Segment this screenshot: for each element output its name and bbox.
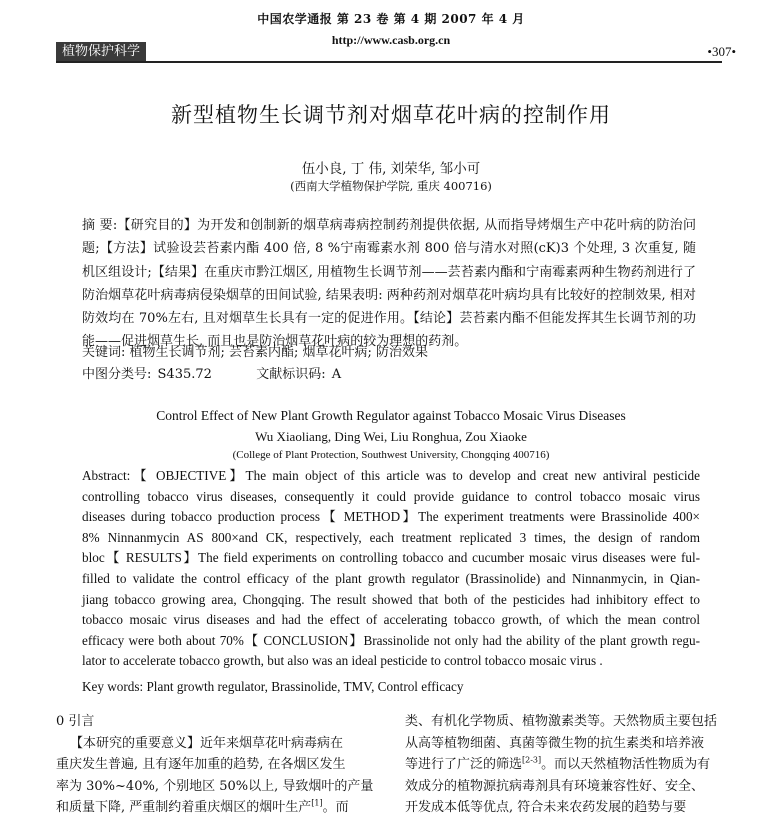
page-number: •307• — [707, 44, 736, 59]
abstract-en-line: Abstract:【 OBJECTIVE】The main object of this article was to develop and creat new antiviral pesticide — [82, 468, 700, 483]
body-line — [405, 754, 727, 776]
abstract-en-line: jiang tobacco growing area, Chongqing. The result showed that both of the pesticides had inhibitory effect to — [82, 591, 700, 607]
journal-url[interactable]: http://www.casb.org.cn — [331, 33, 451, 47]
body-text: 。而 — [322, 800, 349, 815]
abstract-en-line: bloc【 RESULTS】The field experiments on controlling tobacco and cucumber mosaic virus diseases were ful- — [82, 550, 700, 566]
article-title-zh: 新型植物生长调节剂对烟草花叶病的控制作用 — [171, 103, 611, 127]
affiliation-zh: (西南大学植物保护学院, 重庆 400716) — [290, 179, 492, 193]
citation-ref[interactable]: [2-3] — [522, 755, 542, 765]
authors-zh: 伍小良, 丁 伟, 刘荣华, 邹小可 — [301, 161, 481, 177]
journal-header: 中国农学通报 第 23 卷 第 4 期 2007 年 4 月 — [257, 12, 525, 26]
keywords-en: Key words: Plant growth regulator, Brassinolide, TMV, Control efficacy — [82, 679, 464, 694]
body-line: 开发成本低等优点, 符合未来农药发展的趋势与要 — [405, 800, 687, 815]
section-tag: 植物保护科学 — [56, 42, 146, 61]
body-text: 。而以天然植物活性物质为有 — [541, 757, 711, 772]
classification-row — [82, 363, 702, 382]
body-line: 从高等植物细菌、真菌等微生物的抗生素类和培养液 — [405, 735, 705, 751]
abstract-en — [82, 466, 700, 672]
affiliation-en: (College of Plant Protection, Southwest University, Chongqing 400716) — [232, 449, 550, 461]
body-line: 类、有机化学物质、植物激素类等。天然物质主要包括 — [405, 714, 718, 729]
doc-code-zh: 文献标识码: A — [256, 367, 342, 382]
classification-zh: 中图分类号: S435.72 — [82, 367, 212, 382]
abstract-en-line: filled to validate the control efficacy of the plant growth regulator (Brassinolide) and Ninnanmycin, in Qian- — [82, 570, 700, 586]
citation-ref[interactable]: [1] — [311, 798, 323, 808]
body-line: 率为 30%~40%, 个别地区 50%以上, 导致烟叶的产量 — [56, 778, 374, 794]
keywords-zh: 关键词: 植物生长调节剂; 芸苔素内酯; 烟草花叶病; 防治效果 — [82, 345, 429, 360]
section-heading: 0 引言 — [56, 714, 95, 729]
body-text: 等进行了广泛的筛选 — [405, 757, 523, 772]
abstract-en-line: lator to accelerate tobacco growth, but also was an ideal pesticide to control tobacco mosaic virus . — [82, 653, 603, 669]
body-line: 【本研究的重要意义】近年来烟草花叶病毒病在 — [70, 735, 344, 751]
abstract-en-line: tobacco mosaic virus diseases and had the effect of accelerating tobacco growth, of which the mean control — [82, 612, 700, 628]
abstract-en-line: controlling tobacco virus diseases, consequently it could provide guidance to control tobacco mosaic virus — [82, 488, 700, 504]
abstract-en-line: 8% Ninnanmycin AS 800×and CK, respectively, each treatment replicated 3 times, the design of random — [82, 529, 700, 545]
body-line: 重庆发生普遍, 且有逐年加重的趋势, 在各烟区发生 — [56, 757, 346, 772]
body-column-left — [56, 711, 378, 819]
article-title-en: Control Effect of New Plant Growth Regulator against Tobacco Mosaic Virus Diseases — [156, 408, 626, 423]
body-text: 和质量下降, 严重制约着重庆烟区的烟叶生产 — [56, 800, 312, 815]
abstract-en-line: diseases during tobacco production process【 METHOD】The experiment treatments were Brassinolide 400× — [82, 509, 700, 525]
header-rule — [56, 61, 722, 63]
abstract-en-line: efficacy were both about 70%【 CONCLUSION】Brassinolide not only had the ability of the plant growth regu- — [82, 632, 700, 648]
authors-en: Wu Xiaoliang, Ding Wei, Liu Ronghua, Zou Xiaoke — [255, 429, 527, 444]
body-line — [56, 797, 378, 819]
body-column-right — [405, 711, 727, 819]
abstract-zh-text: 摘 要:【研究目的】为开发和创制新的烟草病毒病控制药剂提供依据, 从而指导烤烟生产中花叶病的防治问题;【方法】试验设芸苔素内酯 400 倍, 8 %宁南霉素水剂 800 倍与清水对照(cK)3 个处理, 3 次重复, 随机区组设计;【结果】在重庆市黔江烟区, 用植物生长调节剂——芸苔素内酯和宁南霉素两种生物药剂进行了防治烟草花叶病毒病侵染烟草的田间试验, 结果表明: 两种药剂对烟草花叶病均具有比较好的控制效果, 相对防效均在 70%左右, 且对烟草生长具有一定的促进作用。【结论】芸苔素内酯不但能发挥其生长调节剂的功能——促进烟草生长, 而且也是防治烟草花叶病的较为理想的药剂。 — [82, 218, 696, 350]
abstract-zh — [82, 214, 696, 354]
body-line: 效成分的植物源抗病毒剂具有环境兼容性好、安全、 — [405, 778, 705, 794]
